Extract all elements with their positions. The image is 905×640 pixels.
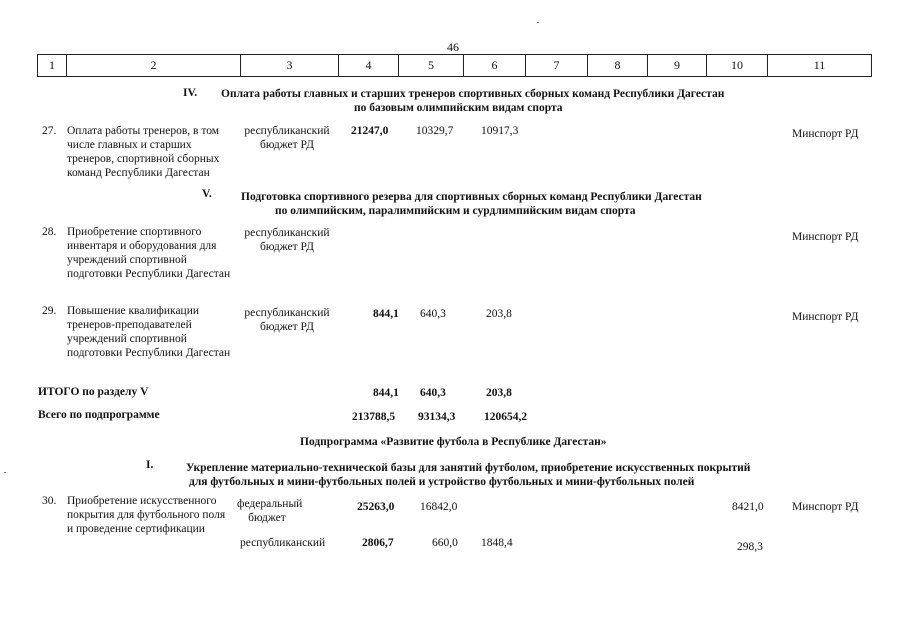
row-30-source-republic: республиканский bbox=[240, 537, 326, 549]
section-i-title-line1: Укрепление материально-технической базы для занятий футболом, приобретение искусственных покрытий bbox=[186, 462, 751, 474]
row-30-executor: Минспорт РД bbox=[792, 501, 859, 513]
row-27-number: 27. bbox=[42, 125, 57, 137]
row-29-number: 29. bbox=[42, 305, 57, 317]
row-30-federal-col5: 16842,0 bbox=[420, 501, 458, 513]
total-subprogram-col6: 120654,2 bbox=[484, 411, 528, 423]
header-col-7: 7 bbox=[526, 55, 588, 77]
section-i-title-line2: для футбольных и мини-футбольных полей и устройство футбольных и мини-футбольных полей bbox=[189, 476, 695, 488]
section-v-title-line2: по олимпийским, паралимпийским и сурдлимпийским видам спорта bbox=[275, 205, 636, 217]
total-section-v-label: ИТОГО по разделу V bbox=[38, 386, 149, 398]
row-29-col5: 640,3 bbox=[420, 308, 446, 320]
row-29-name: Повышение квалификации тренеров-преподавателей учреждений спортивной подготовки Республики Дагестан bbox=[67, 305, 231, 359]
section-i-roman: I. bbox=[146, 459, 154, 471]
row-29-executor: Минспорт РД bbox=[792, 311, 859, 323]
row-28-name: Приобретение спортивного инвентаря и оборудования для учреждений спортивной подготовки Республики Дагестан bbox=[67, 226, 231, 280]
row-28-source: республиканский бюджет РД bbox=[244, 227, 330, 253]
section-iv-title-line2: по базовым олимпийским видам спорта bbox=[354, 102, 563, 114]
row-27-executor: Минспорт РД bbox=[792, 128, 859, 140]
header-col-2: 2 bbox=[67, 55, 241, 77]
subprogram-title: Подпрограмма «Развитие футбола в Республике Дагестан» bbox=[300, 436, 607, 448]
row-28-executor: Минспорт РД bbox=[792, 231, 859, 243]
row-30-source-federal: федеральный бюджет bbox=[237, 498, 303, 524]
page-number: 46 bbox=[447, 40, 459, 54]
section-v-roman: V. bbox=[202, 188, 212, 200]
row-30-republic-col6: 1848,4 bbox=[481, 537, 513, 549]
header-col-10: 10 bbox=[707, 55, 768, 77]
header-col-11: 11 bbox=[768, 55, 872, 77]
section-iv-title-line1: Оплата работы главных и старших тренеров спортивных сборных команд Республики Дагестан bbox=[221, 88, 725, 100]
total-section-v-total: 844,1 bbox=[373, 387, 399, 399]
row-27-name: Оплата работы тренеров, в том числе главных и старших тренеров, спортивной сборных команд Республики Дагестан bbox=[67, 125, 220, 179]
row-30-federal-total: 25263,0 bbox=[357, 501, 395, 513]
header-col-1: 1 bbox=[38, 55, 67, 77]
row-28-number: 28. bbox=[42, 226, 57, 238]
total-section-v-col5: 640,3 bbox=[420, 387, 446, 399]
scan-speck bbox=[4, 472, 6, 473]
section-iv-roman: IV. bbox=[183, 87, 198, 99]
header-col-4: 4 bbox=[339, 55, 399, 77]
total-subprogram-col5: 93134,3 bbox=[418, 411, 456, 423]
row-30-republic-total: 2806,7 bbox=[362, 537, 394, 549]
row-30-republic-col10: 298,3 bbox=[737, 541, 763, 553]
row-27-col6: 10917,3 bbox=[481, 125, 519, 137]
header-col-6: 6 bbox=[464, 55, 526, 77]
row-29-col6: 203,8 bbox=[486, 308, 512, 320]
header-col-8: 8 bbox=[588, 55, 648, 77]
row-30-republic-col5: 660,0 bbox=[432, 537, 458, 549]
header-col-9: 9 bbox=[648, 55, 707, 77]
row-30-name: Приобретение искусственного покрытия для футбольного поля и проведение сертификации bbox=[67, 495, 226, 535]
row-29-source: республиканский бюджет РД bbox=[244, 307, 330, 333]
row-30-number: 30. bbox=[42, 495, 57, 507]
total-subprogram-total: 213788,5 bbox=[352, 411, 396, 423]
header-col-3: 3 bbox=[241, 55, 339, 77]
row-30-federal-col10: 8421,0 bbox=[732, 501, 764, 513]
row-27-total: 21247,0 bbox=[351, 125, 389, 137]
header-col-5: 5 bbox=[399, 55, 464, 77]
scan-speck bbox=[537, 22, 539, 23]
column-number-header bbox=[37, 54, 872, 77]
total-section-v-col6: 203,8 bbox=[486, 387, 512, 399]
row-29-total: 844,1 bbox=[373, 308, 399, 320]
total-subprogram-label: Всего по подпрограмме bbox=[38, 409, 160, 421]
section-v-title-line1: Подготовка спортивного резерва для спортивных сборных команд Республики Дагестан bbox=[241, 191, 702, 203]
row-27-col5: 10329,7 bbox=[416, 125, 454, 137]
row-27-source: республиканский бюджет РД bbox=[244, 125, 330, 151]
